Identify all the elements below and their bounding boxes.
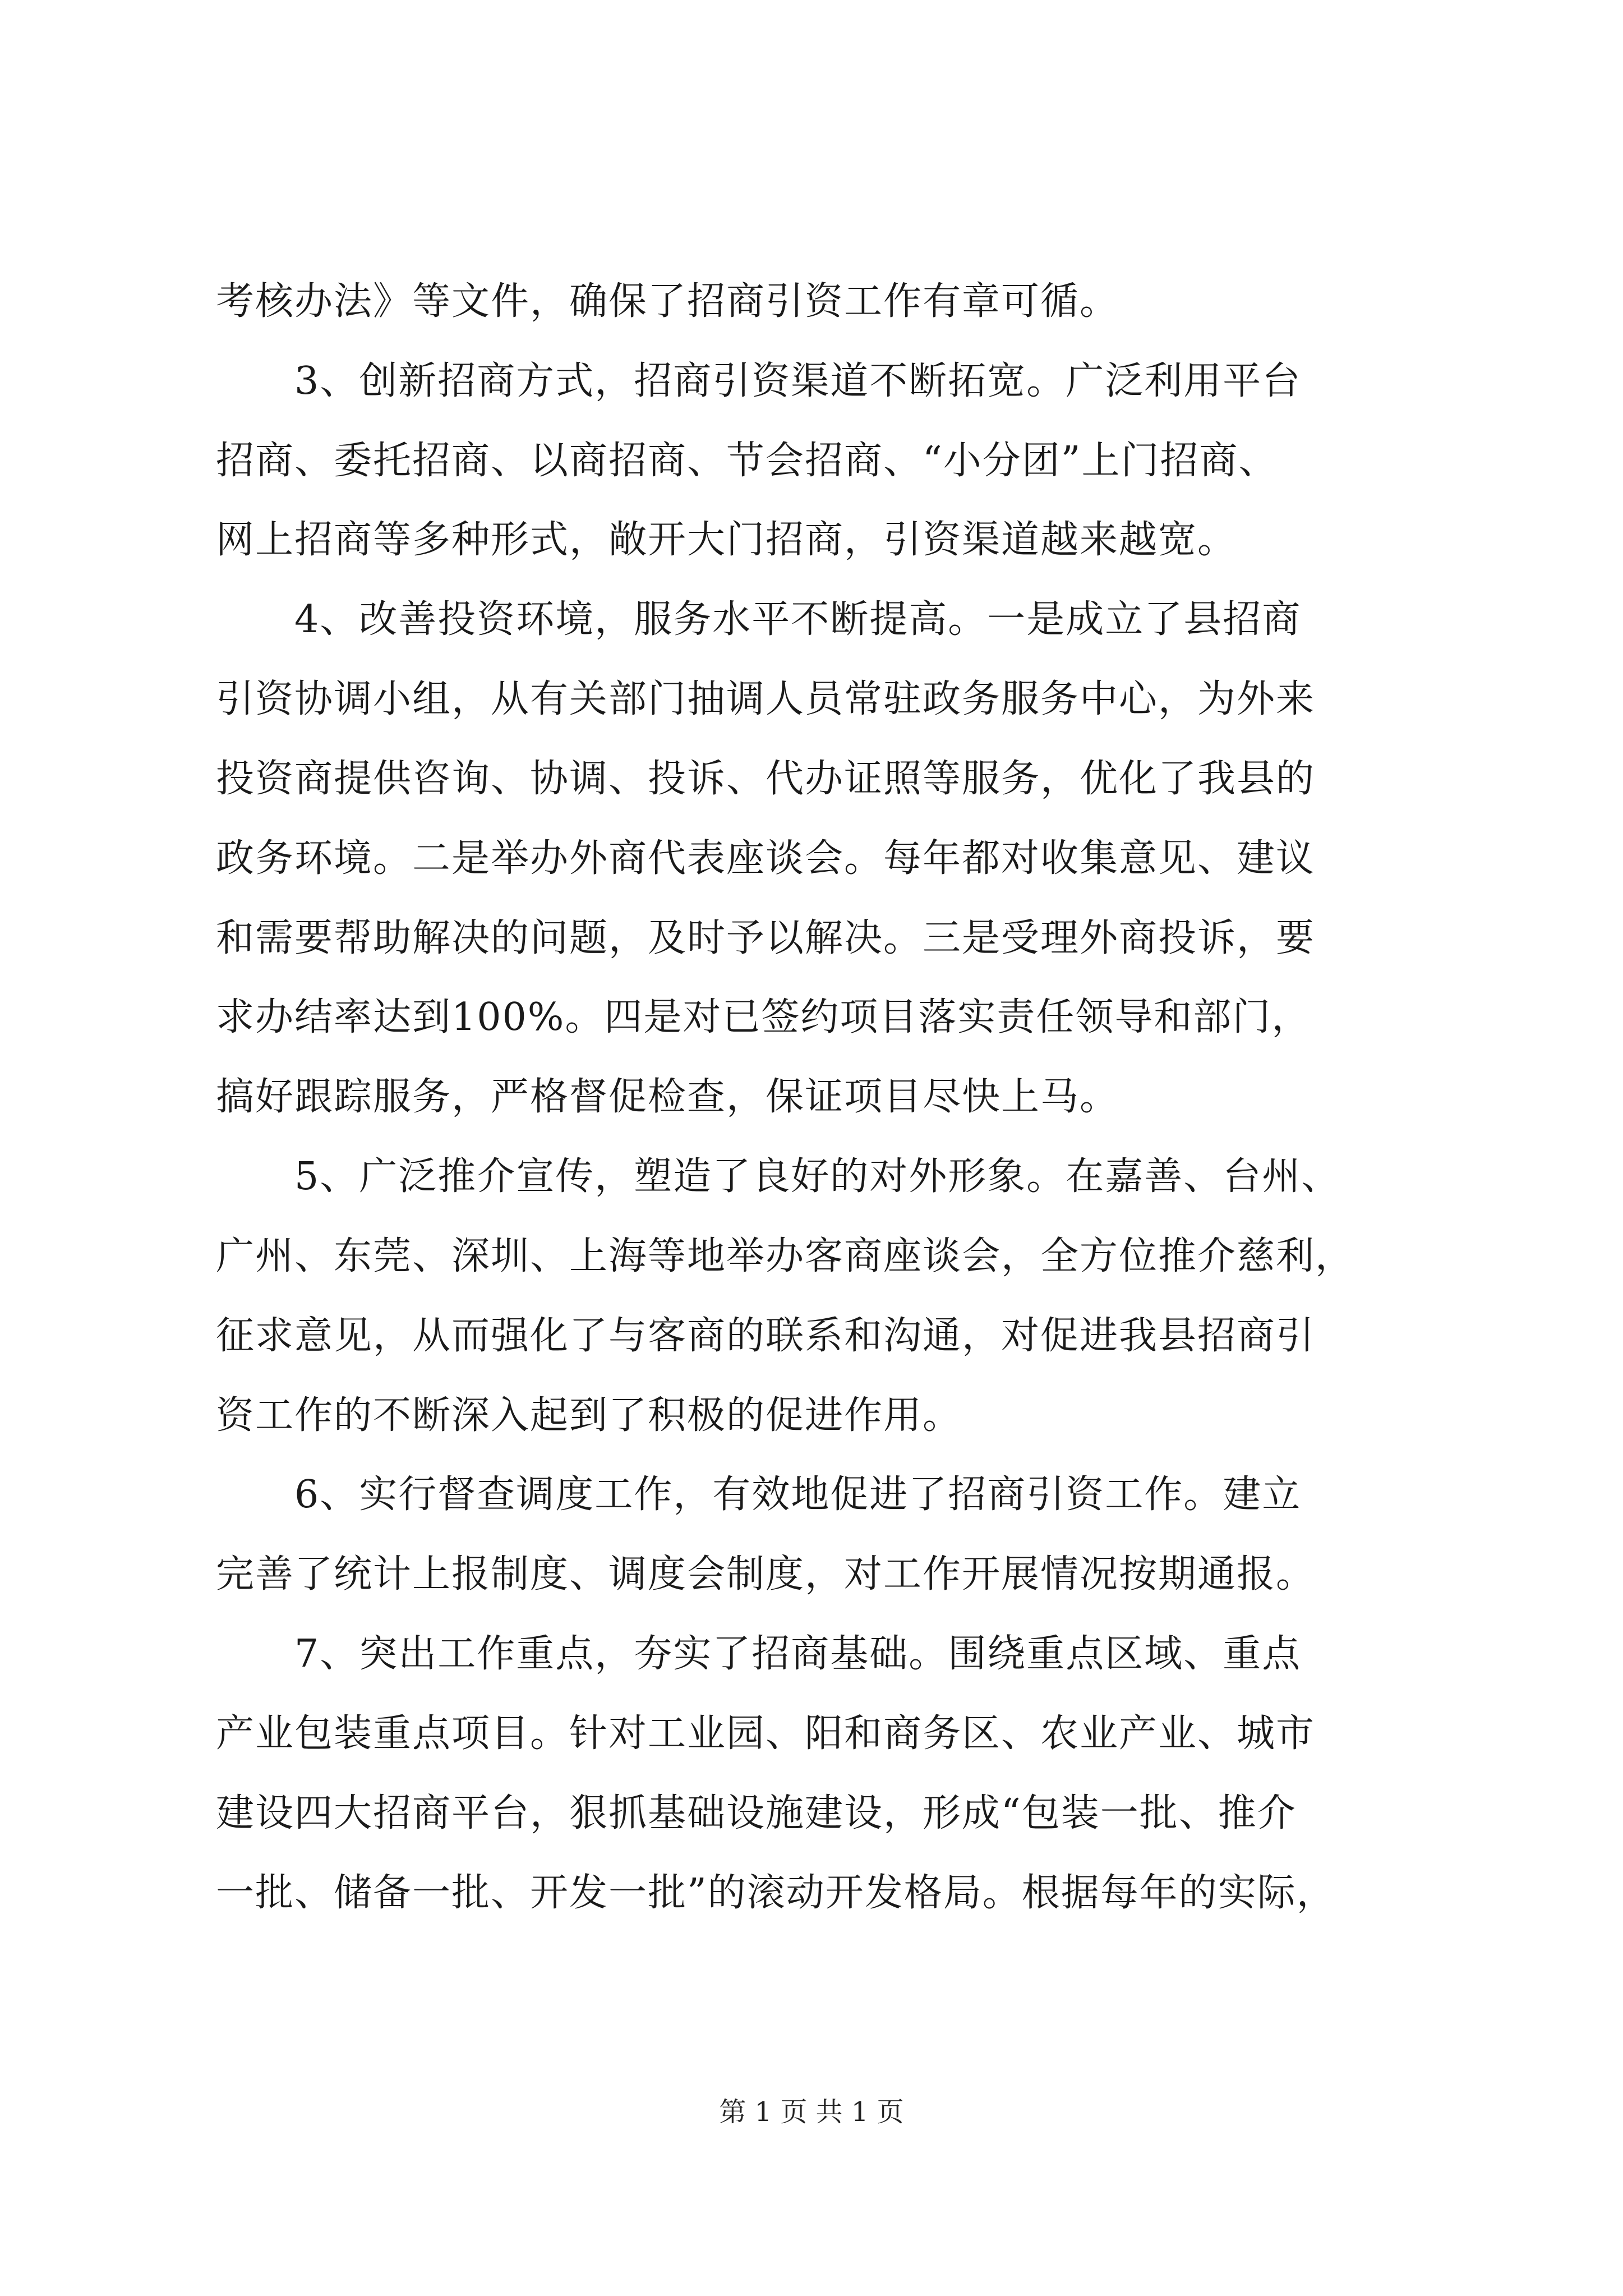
text-line: 求办结率达到100%。四是对已签约项目落实责任领导和部门，	[216, 995, 1311, 1039]
text-line: 广州、东莞、深圳、上海等地举办客商座谈会，全方位推介慈利，	[216, 1234, 1355, 1278]
text-line: 6、实行督查调度工作，有效地促进了招商引资工作。建立	[216, 1473, 1302, 1517]
text-line: 一批、储备一批、开发一批”的滚动开发格局。根据每年的实际，	[216, 1871, 1336, 1915]
text-line: 产业包装重点项目。针对工业园、阳和商务区、农业产业、城市	[216, 1711, 1316, 1756]
text-line: 网上招商等多种形式，敞开大门招商，引资渠道越来越宽。	[216, 518, 1237, 562]
text-line: 招商、委托招商、以商招商、节会招商、“小分团”上门招商、	[216, 439, 1278, 483]
text-line: 搞好跟踪服务，严格督促检查，保证项目尽快上马。	[216, 1075, 1119, 1119]
text-line: 政务环境。二是举办外商代表座谈会。每年都对收集意见、建议	[216, 836, 1316, 881]
text-line: 考核办法》等文件，确保了招商引资工作有章可循。	[216, 279, 1119, 324]
text-line: 投资商提供咨询、协调、投诉、代办证照等服务，优化了我县的	[216, 757, 1316, 801]
text-line: 引资协调小组，从有关部门抽调人员常驻政务服务中心，为外来	[216, 677, 1316, 721]
text-line: 完善了统计上报制度、调度会制度，对工作开展情况按期通报。	[216, 1552, 1316, 1596]
text-line: 和需要帮助解决的问题，及时予以解决。三是受理外商投诉，要	[216, 916, 1316, 960]
text-line: 建设四大招商平台，狠抓基础设施建设，形成“包装一批、推介	[216, 1791, 1297, 1835]
text-line: 征求意见，从而强化了与客商的联系和沟通，对促进我县招商引	[216, 1314, 1316, 1358]
text-line: 3、创新招商方式，招商引资渠道不断拓宽。广泛利用平台	[216, 359, 1302, 403]
text-line: 5、广泛推介宣传，塑造了良好的对外形象。在嘉善、台州、	[216, 1154, 1341, 1199]
text-line: 资工作的不断深入起到了积极的促进作用。	[216, 1393, 962, 1438]
text-line: 7、突出工作重点，夯实了招商基础。围绕重点区域、重点	[216, 1632, 1302, 1676]
text-line: 4、改善投资环境，服务水平不断提高。一是成立了县招商	[216, 597, 1302, 642]
page-number-footer: 第 1 页 共 1 页	[719, 2096, 904, 2128]
